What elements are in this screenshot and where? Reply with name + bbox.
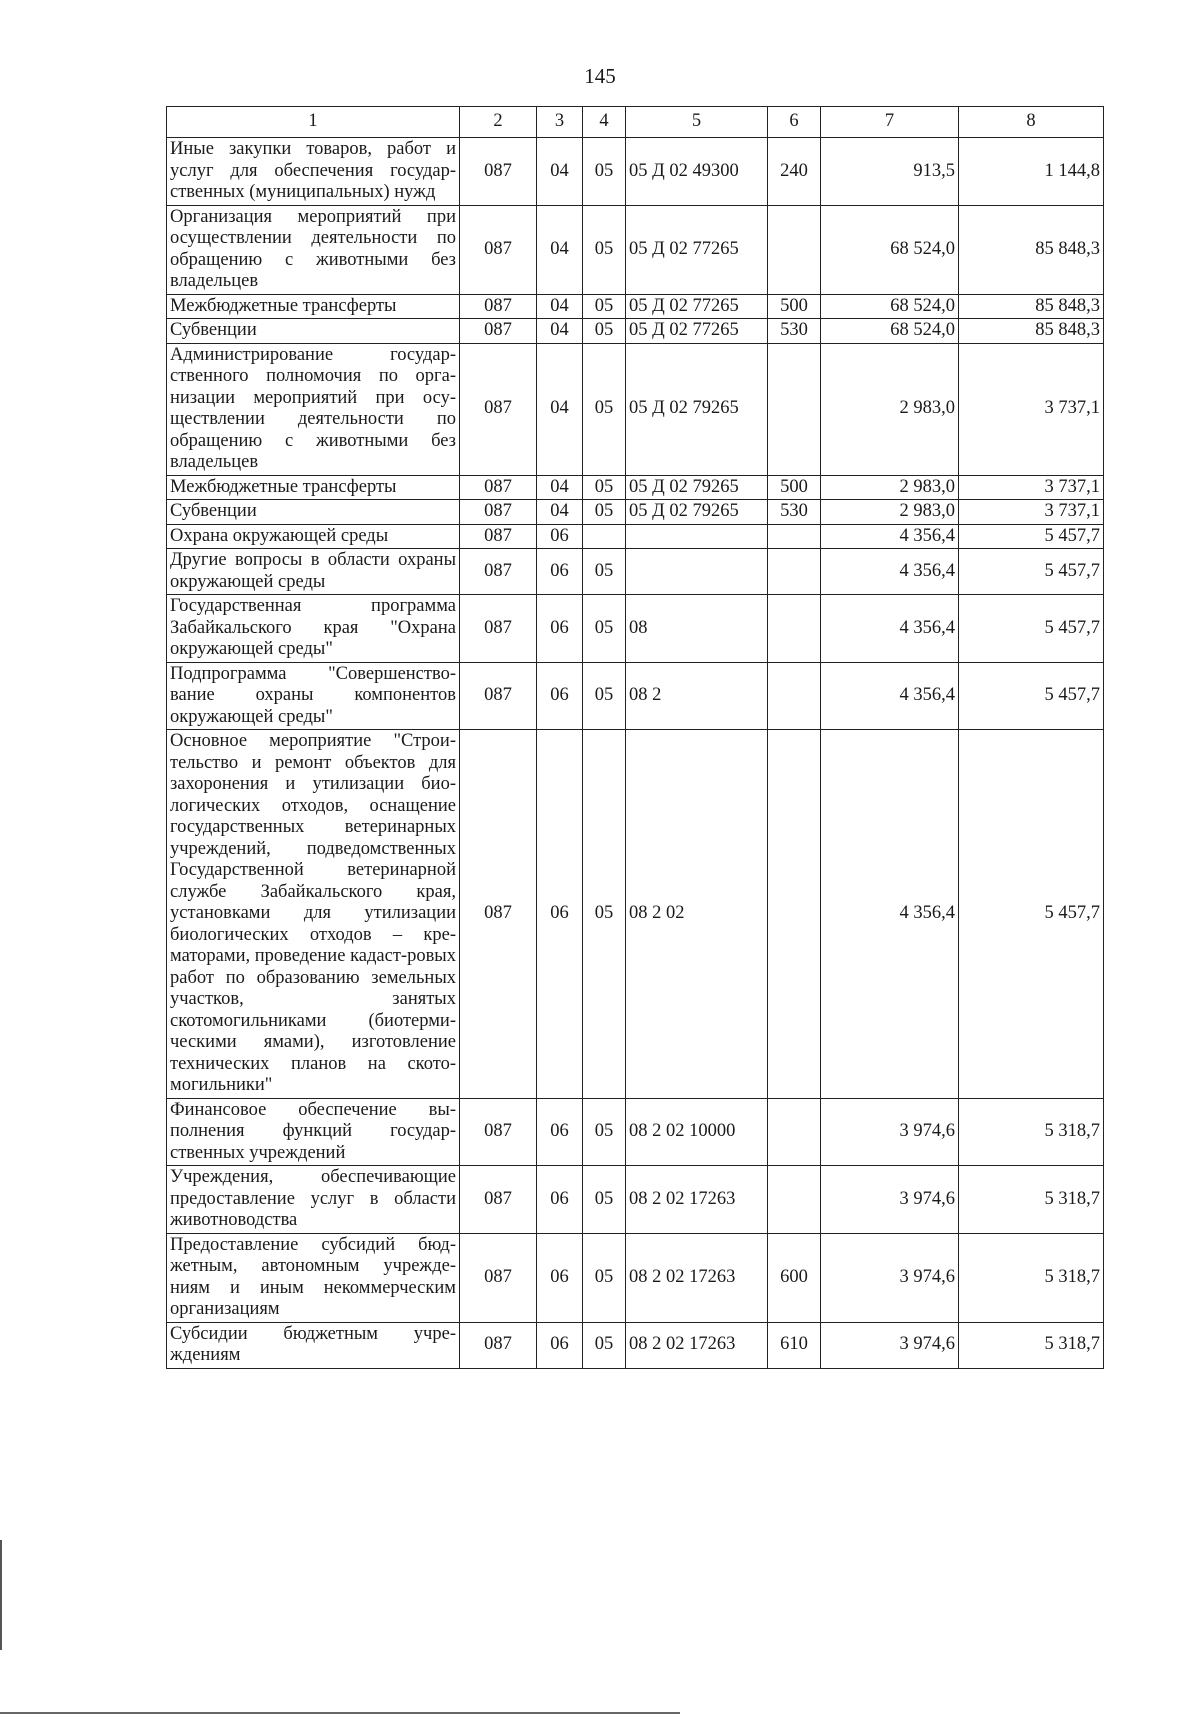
row-expense-type: 530	[768, 500, 821, 525]
row-amount-8: 85 848,3	[959, 205, 1104, 294]
row-name: Другие вопросы в области охраны окружающей среды	[167, 549, 460, 595]
scan-bottom-edge	[0, 1712, 680, 1714]
row-admin-code: 087	[460, 294, 537, 319]
header-cell-7: 7	[821, 107, 959, 138]
row-name: Субвенции	[167, 500, 460, 525]
row-subsection: 05	[583, 343, 626, 475]
row-name: Охрана окружающей среды	[167, 524, 460, 549]
row-subsection: 05	[583, 205, 626, 294]
row-target-code: 08 2 02 17263	[626, 1233, 768, 1322]
row-subsection: 05	[583, 294, 626, 319]
row-name: Государственная программа Забайкальского края "Охрана окружающей среды"	[167, 595, 460, 663]
row-amount-7: 2 983,0	[821, 475, 959, 500]
row-amount-7: 2 983,0	[821, 343, 959, 475]
row-name: Субвенции	[167, 319, 460, 344]
row-section: 06	[537, 730, 583, 1099]
row-name: Предоставление субсидий бюд-жетным, автономным учрежде-ниям и иным некоммерческим организациям	[167, 1233, 460, 1322]
row-target-code: 05 Д 02 77265	[626, 319, 768, 344]
row-admin-code: 087	[460, 500, 537, 525]
row-amount-8: 3 737,1	[959, 475, 1104, 500]
row-name: Финансовое обеспечение вы-полнения функций государ-ственных учреждений	[167, 1098, 460, 1166]
row-expense-type	[768, 549, 821, 595]
row-name: Администрирование государ-ственного полномочия по орга-низации мероприятий при осу-ществлении деятельности по обращению с животными без владельцев	[167, 343, 460, 475]
table-row	[167, 138, 1104, 206]
row-section: 06	[537, 1322, 583, 1368]
table-row	[167, 1233, 1104, 1322]
row-subsection: 05	[583, 595, 626, 663]
row-admin-code: 087	[460, 524, 537, 549]
table-row	[167, 1098, 1104, 1166]
row-amount-7: 3 974,6	[821, 1233, 959, 1322]
row-subsection: 05	[583, 475, 626, 500]
row-amount-8: 3 737,1	[959, 500, 1104, 525]
row-admin-code: 087	[460, 1098, 537, 1166]
row-subsection: 05	[583, 138, 626, 206]
row-amount-7: 4 356,4	[821, 524, 959, 549]
row-amount-8: 5 318,7	[959, 1098, 1104, 1166]
row-section: 04	[537, 205, 583, 294]
row-name: Субсидии бюджетным учре-ждениям	[167, 1322, 460, 1368]
row-section: 04	[537, 475, 583, 500]
table-row	[167, 1166, 1104, 1234]
row-expense-type	[768, 1166, 821, 1234]
row-name: Подпрограмма "Совершенство-вание охраны компонентов окружающей среды"	[167, 662, 460, 730]
row-subsection: 05	[583, 500, 626, 525]
row-amount-7: 4 356,4	[821, 662, 959, 730]
row-section: 06	[537, 1233, 583, 1322]
row-section: 06	[537, 662, 583, 730]
row-section: 06	[537, 1098, 583, 1166]
row-target-code: 05 Д 02 79265	[626, 475, 768, 500]
header-cell-5: 5	[626, 107, 768, 138]
row-amount-7: 2 983,0	[821, 500, 959, 525]
row-name: Межбюджетные трансферты	[167, 294, 460, 319]
row-expense-type	[768, 343, 821, 475]
scan-margin-mark	[0, 1540, 2, 1650]
row-section: 06	[537, 549, 583, 595]
row-admin-code: 087	[460, 319, 537, 344]
row-amount-8: 5 457,7	[959, 662, 1104, 730]
row-subsection: 05	[583, 1098, 626, 1166]
row-section: 04	[537, 500, 583, 525]
row-admin-code: 087	[460, 549, 537, 595]
row-name: Организация мероприятий при осуществлении деятельности по обращению с животными без владельцев	[167, 205, 460, 294]
row-target-code: 05 Д 02 77265	[626, 205, 768, 294]
row-target-code: 08	[626, 595, 768, 663]
row-subsection: 05	[583, 549, 626, 595]
row-target-code	[626, 524, 768, 549]
row-amount-7: 3 974,6	[821, 1322, 959, 1368]
row-expense-type: 530	[768, 319, 821, 344]
table-row	[167, 475, 1104, 500]
row-admin-code: 087	[460, 1322, 537, 1368]
row-subsection: 05	[583, 1166, 626, 1234]
budget-table	[166, 106, 1104, 1369]
row-section: 06	[537, 595, 583, 663]
row-subsection: 05	[583, 662, 626, 730]
row-admin-code: 087	[460, 205, 537, 294]
row-name: Основное мероприятие "Строи-тельство и ремонт объектов для захоронения и утилизации био-логических отходов, оснащение государственных ветеринарных учреждений, подведомственных Государственной ветеринарной службе Забайкальского края, установками для утилизации биологических отходов – кре-маторами, проведение кадаст-ровых работ по образованию земельных участков, занятых скотомогильниками (биотерми-ческими ямами), изготовление технических планов на ското-могильники"	[167, 730, 460, 1099]
row-name: Межбюджетные трансферты	[167, 475, 460, 500]
row-subsection: 05	[583, 319, 626, 344]
row-section: 06	[537, 524, 583, 549]
row-amount-8: 5 457,7	[959, 549, 1104, 595]
row-target-code	[626, 549, 768, 595]
row-expense-type	[768, 1098, 821, 1166]
row-amount-7: 3 974,6	[821, 1098, 959, 1166]
row-expense-type: 500	[768, 475, 821, 500]
row-name: Иные закупки товаров, работ и услуг для обеспечения государ-ственных (муниципальных) нужд	[167, 138, 460, 206]
header-cell-2: 2	[460, 107, 537, 138]
row-amount-8: 5 318,7	[959, 1233, 1104, 1322]
row-expense-type: 240	[768, 138, 821, 206]
header-cell-3: 3	[537, 107, 583, 138]
row-amount-8: 5 457,7	[959, 524, 1104, 549]
row-admin-code: 087	[460, 1233, 537, 1322]
row-subsection: 05	[583, 1322, 626, 1368]
row-expense-type	[768, 205, 821, 294]
row-expense-type: 610	[768, 1322, 821, 1368]
row-amount-7: 3 974,6	[821, 1166, 959, 1234]
row-expense-type	[768, 595, 821, 663]
row-target-code: 05 Д 02 79265	[626, 343, 768, 475]
row-amount-8: 5 318,7	[959, 1166, 1104, 1234]
row-amount-7: 68 524,0	[821, 294, 959, 319]
row-admin-code: 087	[460, 595, 537, 663]
header-cell-8: 8	[959, 107, 1104, 138]
row-amount-8: 3 737,1	[959, 343, 1104, 475]
row-section: 04	[537, 138, 583, 206]
row-subsection: 05	[583, 730, 626, 1099]
row-target-code: 05 Д 02 49300	[626, 138, 768, 206]
row-section: 04	[537, 319, 583, 344]
table-row	[167, 549, 1104, 595]
table-row	[167, 319, 1104, 344]
row-amount-8: 5 457,7	[959, 730, 1104, 1099]
row-amount-7: 4 356,4	[821, 730, 959, 1099]
header-row	[167, 107, 1104, 138]
row-subsection: 05	[583, 1233, 626, 1322]
row-expense-type: 600	[768, 1233, 821, 1322]
row-expense-type	[768, 730, 821, 1099]
row-target-code: 08 2	[626, 662, 768, 730]
row-target-code: 08 2 02	[626, 730, 768, 1099]
row-target-code: 08 2 02 17263	[626, 1322, 768, 1368]
row-admin-code: 087	[460, 343, 537, 475]
row-amount-8: 5 318,7	[959, 1322, 1104, 1368]
row-section: 04	[537, 294, 583, 319]
table-row	[167, 1322, 1104, 1368]
row-admin-code: 087	[460, 662, 537, 730]
table-row	[167, 294, 1104, 319]
row-expense-type	[768, 662, 821, 730]
row-admin-code: 087	[460, 1166, 537, 1234]
row-amount-8: 85 848,3	[959, 319, 1104, 344]
table-row	[167, 662, 1104, 730]
row-target-code: 08 2 02 17263	[626, 1166, 768, 1234]
row-name: Учреждения, обеспечивающие предоставление услуг в области животноводства	[167, 1166, 460, 1234]
row-amount-7: 4 356,4	[821, 549, 959, 595]
table-row	[167, 500, 1104, 525]
row-amount-8: 5 457,7	[959, 595, 1104, 663]
header-cell-1: 1	[167, 107, 460, 138]
row-section: 04	[537, 343, 583, 475]
row-amount-8: 1 144,8	[959, 138, 1104, 206]
row-admin-code: 087	[460, 138, 537, 206]
table-row	[167, 730, 1104, 1099]
row-amount-8: 85 848,3	[959, 294, 1104, 319]
page-number: 145	[584, 64, 616, 88]
table-row	[167, 595, 1104, 663]
row-subsection	[583, 524, 626, 549]
row-admin-code: 087	[460, 730, 537, 1099]
table-row	[167, 343, 1104, 475]
header-cell-6: 6	[768, 107, 821, 138]
table-row	[167, 205, 1104, 294]
row-amount-7: 68 524,0	[821, 319, 959, 344]
row-target-code: 05 Д 02 77265	[626, 294, 768, 319]
row-amount-7: 913,5	[821, 138, 959, 206]
row-amount-7: 4 356,4	[821, 595, 959, 663]
row-admin-code: 087	[460, 475, 537, 500]
row-section: 06	[537, 1166, 583, 1234]
row-amount-7: 68 524,0	[821, 205, 959, 294]
table-row	[167, 524, 1104, 549]
header-cell-4: 4	[583, 107, 626, 138]
row-expense-type: 500	[768, 294, 821, 319]
row-expense-type	[768, 524, 821, 549]
row-target-code: 05 Д 02 79265	[626, 500, 768, 525]
row-target-code: 08 2 02 10000	[626, 1098, 768, 1166]
